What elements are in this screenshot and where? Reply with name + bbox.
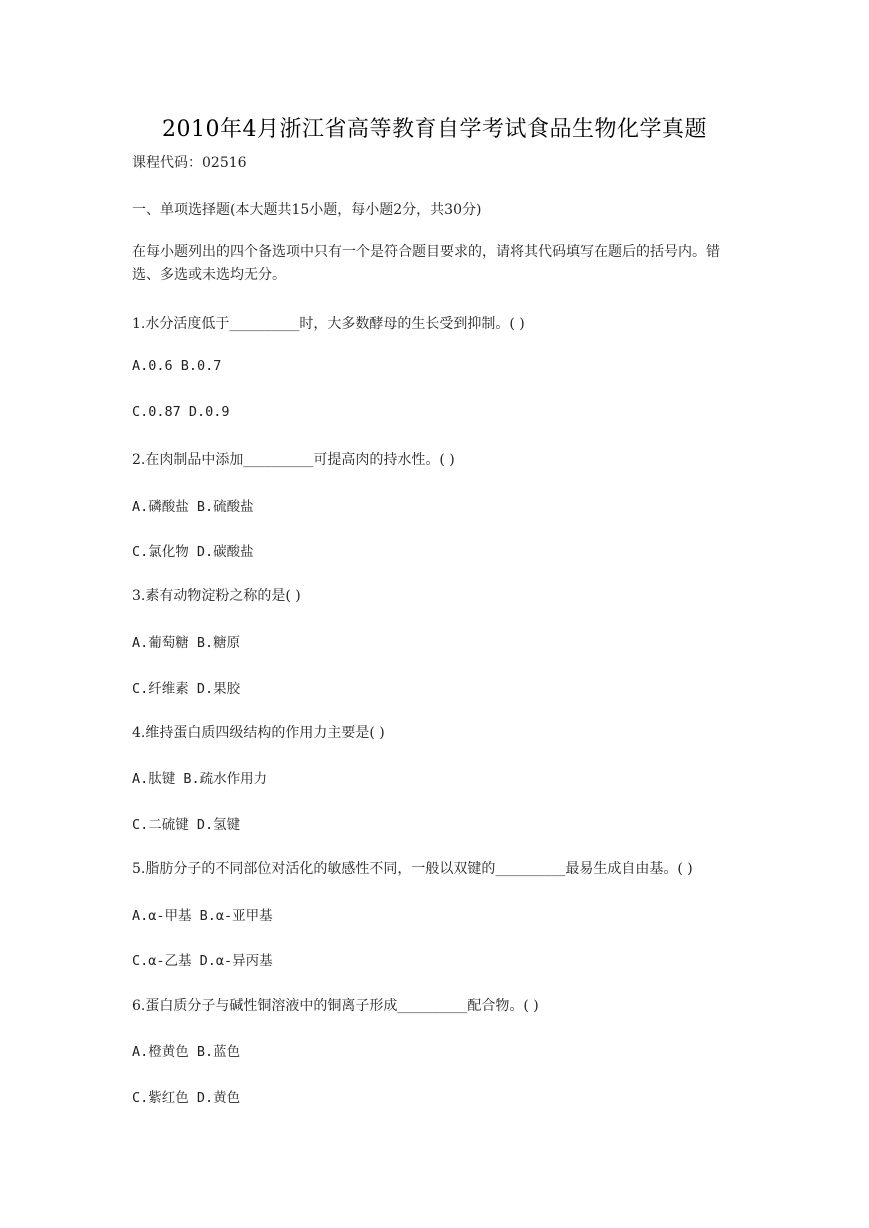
question-options: A.α-甲基 B.α-亚甲基 xyxy=(132,908,273,924)
question-stem: 4.维持蛋白质四级结构的作用力主要是( ) xyxy=(132,725,385,741)
question-options: C.紫红色 D.黄色 xyxy=(132,1090,241,1106)
instructions: 在每小题列出的四个备选项中只有一个是符合题目要求的，请将其代码填写在题后的括号内。错选、多选或未选均无分。 xyxy=(132,244,720,283)
course-code: 课程代码：02516 xyxy=(132,155,247,171)
question-stem: 3.素有动物淀粉之称的是( ) xyxy=(132,588,301,604)
question-stem: 6.蛋白质分子与碱性铜溶液中的铜离子形成__________配合物。( ) xyxy=(132,998,539,1014)
question-options: C.二硫键 D.氢键 xyxy=(132,817,241,833)
question-options: A.肽键 B.疏水作用力 xyxy=(132,771,268,787)
question-options: A.橙黄色 B.蓝色 xyxy=(132,1044,241,1060)
question-stem: 1.水分活度低于__________时，大多数酵母的生长受到抑制。( ) xyxy=(132,316,525,332)
question-options: A.葡萄糖 B.糖原 xyxy=(132,635,241,651)
question-stem: 5.脂肪分子的不同部位对活化的敏感性不同，一般以双键的__________最易生成自由基。( ) xyxy=(132,861,693,877)
question-options: C.0.87 D.0.9 xyxy=(132,404,230,420)
section-heading: 一、单项选择题(本大题共15小题，每小题2分，共30分) xyxy=(132,202,482,218)
question-options: A.0.6 B.0.7 xyxy=(132,358,222,374)
question-stem: 2.在肉制品中添加__________可提高肉的持水性。( ) xyxy=(132,452,455,468)
question-options: C.α-乙基 D.α-异丙基 xyxy=(132,953,273,969)
question-options: C.纤维素 D.果胶 xyxy=(132,681,241,697)
document-title: 2010年4月浙江省高等教育自学考试食品生物化学真题 xyxy=(162,117,707,142)
question-options: C.氯化物 D.碳酸盐 xyxy=(132,544,254,560)
question-options: A.磷酸盐 B.硫酸盐 xyxy=(132,499,254,515)
